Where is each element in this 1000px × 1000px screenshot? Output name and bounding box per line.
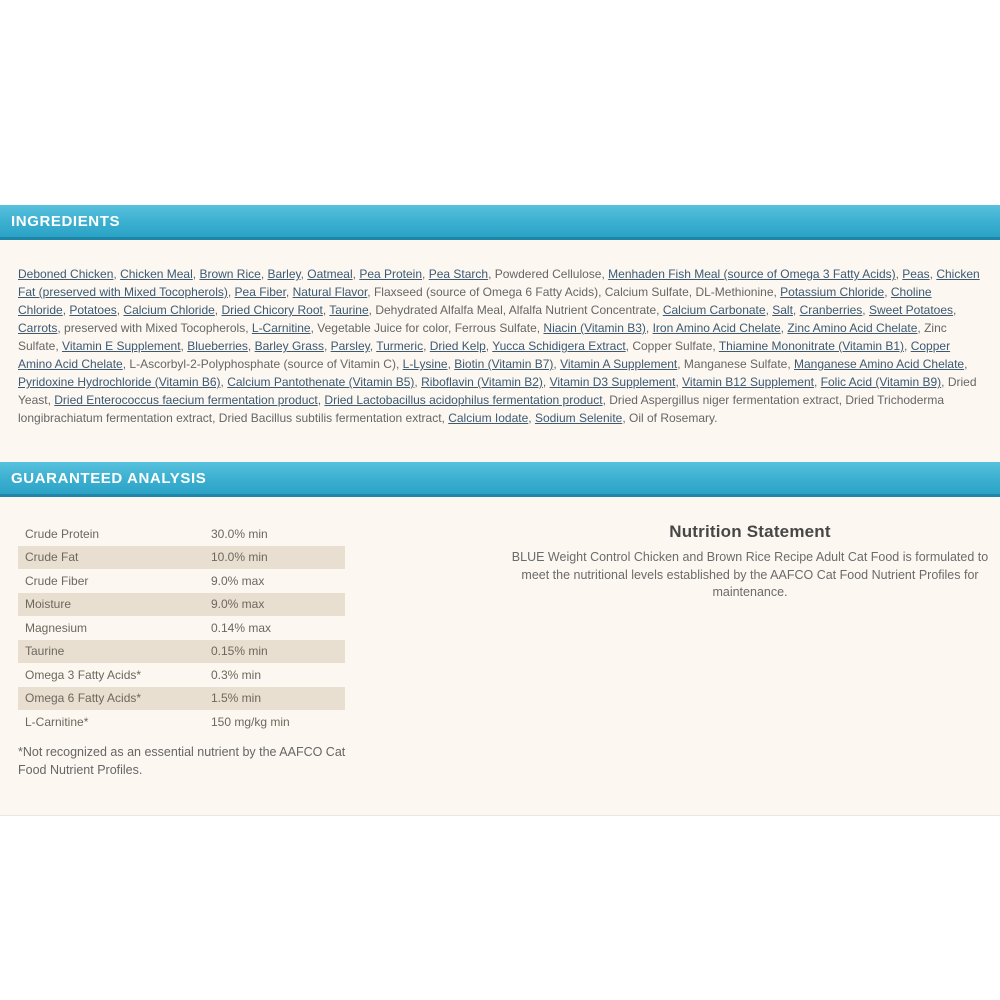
ingredient-link[interactable]: Manganese Amino Acid Chelate <box>794 357 965 371</box>
ingredient-link[interactable]: Vitamin D3 Supplement <box>549 375 676 389</box>
ingredient-link[interactable]: Zinc Amino Acid Chelate <box>787 321 918 335</box>
ingredient-separator: , <box>57 321 65 335</box>
ingredient-separator: , <box>212 411 219 425</box>
ingredient-separator: , <box>688 285 696 299</box>
ingredient-separator: , <box>395 357 403 371</box>
nutrient-value: 9.0% max <box>211 597 265 612</box>
ingredient-separator: , <box>712 339 719 353</box>
ingredient-separator: , <box>528 411 535 425</box>
ingredient-separator: , <box>448 321 455 335</box>
ingredient-separator: , <box>677 357 684 371</box>
ingredient-separator: , <box>116 303 124 317</box>
ingredient-link[interactable]: Copper Amino Acid Chelate <box>18 339 951 371</box>
ingredient-link[interactable]: Potatoes <box>69 303 117 317</box>
ingredient-separator: , <box>941 375 948 389</box>
ingredient-link[interactable]: Barley Grass <box>254 339 324 353</box>
ingredient-separator: , <box>656 303 663 317</box>
nutrition-statement-column <box>510 522 990 602</box>
ingredient-separator: , <box>447 357 455 371</box>
ingredient-text: Calcium Sulfate <box>604 285 689 299</box>
ingredient-link[interactable]: Dried Enterococcus faecium fermentation product <box>54 393 318 407</box>
ingredient-text: Dried Yeast <box>18 375 977 407</box>
ingredient-separator: , <box>488 267 495 281</box>
ingredient-link[interactable]: Folic Acid (Vitamin B9) <box>820 375 942 389</box>
ingredient-link[interactable]: Vitamin A Supplement <box>560 357 678 371</box>
ingredient-separator: , <box>192 267 200 281</box>
ingredient-separator: , <box>310 321 318 335</box>
ingredient-text: Alfalfa Nutrient Concentrate <box>508 303 657 317</box>
ingredient-link[interactable]: Calcium Pantothenate (Vitamin B5) <box>227 375 415 389</box>
ingredient-link[interactable]: Choline Chloride <box>18 285 932 317</box>
ingredient-text: Dried Trichoderma longibrachiatum fermentation extract <box>18 393 945 425</box>
table-row <box>18 546 345 570</box>
ingredient-link[interactable]: L-Carnitine <box>251 321 311 335</box>
ingredient-separator: , <box>423 339 430 353</box>
table-row <box>18 663 345 687</box>
ingredient-text: Dried Bacillus subtilis fermentation extract <box>218 411 442 425</box>
ingredient-link[interactable]: Natural Flavor <box>292 285 368 299</box>
ingredient-link[interactable]: Turmeric <box>376 339 424 353</box>
ingredient-separator: , <box>122 357 130 371</box>
ingredient-text: Dried Aspergillus niger fermentation extract <box>609 393 839 407</box>
nutrient-label: L-Carnitine* <box>25 714 89 729</box>
table-row <box>18 569 345 593</box>
nutrient-value: 150 mg/kg min <box>211 714 290 729</box>
nutrient-value: 9.0% max <box>211 573 265 588</box>
ingredient-link[interactable]: Barley <box>267 267 301 281</box>
ingredient-link[interactable]: Parsley <box>330 339 370 353</box>
ingredient-separator: , <box>352 267 360 281</box>
guaranteed-analysis-table <box>18 522 345 734</box>
ingredient-link[interactable]: Thiamine Mononitrate (Vitamin B1) <box>718 339 905 353</box>
ingredient-link[interactable]: Peas <box>902 267 930 281</box>
ingredient-separator: , <box>553 357 561 371</box>
ingredient-separator: , <box>645 321 653 335</box>
guaranteed-analysis-section-header <box>0 462 1000 497</box>
ingredient-separator: , <box>260 267 268 281</box>
ingredient-separator: , <box>904 339 911 353</box>
ingredient-link[interactable]: Brown Rice <box>199 267 261 281</box>
ingredient-link[interactable]: Niacin (Vitamin B3) <box>543 321 646 335</box>
ingredient-link[interactable]: Yucca Schidigera Extract <box>492 339 626 353</box>
ingredient-separator: , <box>55 339 63 353</box>
guaranteed-analysis-column <box>18 522 363 779</box>
guaranteed-analysis-section-title: GUARANTEED ANALYSIS <box>11 469 207 487</box>
nutrient-value: 30.0% min <box>211 526 268 541</box>
ingredient-link[interactable]: Dried Lactobacillus acidophilus fermentation product <box>324 393 603 407</box>
ingredient-link[interactable]: Dried Chicory Root <box>221 303 323 317</box>
nutrient-label: Crude Protein <box>25 526 100 541</box>
ingredient-separator: , <box>765 303 773 317</box>
nutrient-label: Moisture <box>25 597 72 612</box>
ingredient-separator: , <box>368 303 376 317</box>
ingredient-link[interactable]: Pea Fiber <box>234 285 286 299</box>
ingredient-separator: , <box>485 339 493 353</box>
ingredient-link[interactable]: Cranberries <box>799 303 863 317</box>
ingredient-separator: , <box>780 321 788 335</box>
ingredient-link[interactable]: Calcium Chloride <box>123 303 215 317</box>
ingredient-separator: , <box>367 285 374 299</box>
ingredient-separator: , <box>227 285 235 299</box>
ingredient-separator: , <box>953 303 957 317</box>
ingredient-separator: , <box>322 303 330 317</box>
table-row <box>18 710 345 734</box>
ingredient-separator: , <box>245 321 252 335</box>
ingredient-text: Oil of Rosemary <box>629 411 715 425</box>
guaranteed-analysis-footnote: *Not recognized as an essential nutrient by the AAFCO Cat Food Nutrient Profiles. <box>18 744 346 777</box>
nutrient-label: Taurine <box>25 644 65 659</box>
table-row <box>18 522 345 546</box>
nutrient-label: Magnesium <box>25 620 88 635</box>
ingredient-separator: , <box>441 411 449 425</box>
ingredient-separator: , <box>625 339 633 353</box>
ingredient-separator: , <box>369 339 377 353</box>
ingredient-text: Dehydrated Alfalfa Meal <box>375 303 503 317</box>
ingredient-separator: , <box>47 393 55 407</box>
ingredient-separator: , <box>113 267 121 281</box>
table-row <box>18 616 345 640</box>
ingredient-separator: , <box>422 267 429 281</box>
product-info-sections <box>0 205 1000 816</box>
table-row <box>18 640 345 664</box>
ingredient-separator: , <box>838 393 846 407</box>
ingredient-link[interactable]: L-Lysine <box>402 357 448 371</box>
nutrient-label: Crude Fiber <box>25 573 89 588</box>
nutrient-label: Omega 3 Fatty Acids* <box>25 667 142 682</box>
ingredient-text: preserved with Mixed Tocopherols <box>64 321 246 335</box>
ingredient-separator: , <box>317 393 325 407</box>
ingredient-link[interactable]: Potassium Chloride <box>780 285 885 299</box>
ingredient-separator: , <box>884 285 891 299</box>
nutrient-label: Crude Fat <box>25 550 79 565</box>
ingredient-separator: , <box>602 393 610 407</box>
ingredient-link[interactable]: Pea Protein <box>359 267 423 281</box>
ingredient-separator: , <box>964 357 968 371</box>
ingredient-separator: , <box>536 321 544 335</box>
ingredient-text: L-Ascorbyl-2-Polyphosphate (source of Vitamin C) <box>129 357 396 371</box>
nutrient-label: Omega 6 Fatty Acids* <box>25 691 142 706</box>
ingredient-link[interactable]: Vitamin E Supplement <box>62 339 181 353</box>
ingredient-separator: , <box>285 285 293 299</box>
ingredient-separator: . <box>714 411 718 425</box>
ingredient-separator: , <box>542 375 550 389</box>
ingredient-link[interactable]: Biotin (Vitamin B7) <box>454 357 554 371</box>
ingredient-separator: , <box>62 303 70 317</box>
nutrient-value: 10.0% min <box>211 550 268 565</box>
nutrition-statement-heading: Nutrition Statement <box>669 522 831 541</box>
ingredient-separator: , <box>792 303 800 317</box>
ingredient-text: DL-Methionine <box>695 285 774 299</box>
ingredient-separator: , <box>300 267 308 281</box>
ingredient-link[interactable]: Deboned Chicken <box>18 267 114 281</box>
ingredients-section-body <box>0 240 1000 462</box>
ingredient-text: Ferrous Sulfate <box>454 321 537 335</box>
ingredient-separator: , <box>601 267 609 281</box>
ingredient-separator: , <box>323 339 331 353</box>
ingredient-separator: , <box>622 411 629 425</box>
ingredient-text: Flaxseed (source of Omega 6 Fatty Acids) <box>373 285 599 299</box>
ingredient-separator: , <box>675 375 683 389</box>
ingredient-separator: , <box>414 375 422 389</box>
ingredient-link[interactable]: Oatmeal <box>307 267 353 281</box>
ingredient-link[interactable]: Menhaden Fish Meal (source of Omega 3 Fatty Acids) <box>608 267 896 281</box>
ingredient-link[interactable]: Taurine <box>329 303 369 317</box>
ingredient-separator: , <box>862 303 869 317</box>
ingredient-link[interactable]: Iron Amino Acid Chelate <box>652 321 781 335</box>
ingredients-section-header <box>0 205 1000 240</box>
nutrient-value: 0.3% min <box>211 667 262 682</box>
ingredient-text: Zinc Sulfate <box>18 321 947 353</box>
ingredient-link[interactable]: Sweet Potatoes <box>868 303 954 317</box>
ingredient-link[interactable]: Riboflavin (Vitamin B2) <box>421 375 543 389</box>
ingredient-separator: , <box>247 339 255 353</box>
ingredient-separator: , <box>813 375 821 389</box>
ingredient-text: Vegetable Juice for color <box>317 321 449 335</box>
ingredient-text: Manganese Sulfate <box>683 357 788 371</box>
table-row <box>18 593 345 617</box>
ingredient-separator: , <box>180 339 188 353</box>
ingredient-link[interactable]: Vitamin B12 Supplement <box>682 375 814 389</box>
ingredient-link[interactable]: Calcium Carbonate <box>662 303 766 317</box>
nutrient-value: 0.15% min <box>211 644 268 659</box>
ingredient-separator: , <box>214 303 222 317</box>
table-row <box>18 687 345 711</box>
ingredient-separator: , <box>917 321 925 335</box>
ingredient-link[interactable]: Chicken Meal <box>120 267 193 281</box>
ingredient-separator: , <box>598 285 605 299</box>
nutrient-value: 0.14% max <box>211 620 272 635</box>
ingredient-link[interactable]: Pyridoxine Hydrochloride (Vitamin B6) <box>18 375 221 389</box>
ingredient-separator: , <box>502 303 509 317</box>
ingredient-link[interactable]: Dried Kelp <box>429 339 486 353</box>
ingredient-separator: , <box>220 375 228 389</box>
ingredient-separator: , <box>895 267 903 281</box>
ingredient-text: Powdered Cellulose <box>494 267 602 281</box>
ingredient-link[interactable]: Chicken Fat (preserved with Mixed Tocopherols) <box>18 267 980 299</box>
ingredient-link[interactable]: Blueberries <box>187 339 248 353</box>
ingredients-section-title: INGREDIENTS <box>11 212 121 230</box>
ingredient-separator: , <box>929 267 937 281</box>
ingredient-separator: , <box>773 285 781 299</box>
ingredient-link[interactable]: Sodium Selenite <box>534 411 623 425</box>
ingredient-link[interactable]: Carrots <box>18 321 58 335</box>
ingredient-link[interactable]: Pea Starch <box>428 267 489 281</box>
ingredient-link[interactable]: Salt <box>772 303 793 317</box>
guaranteed-analysis-section-body <box>0 497 1000 816</box>
ingredient-text: Copper Sulfate <box>632 339 713 353</box>
ingredient-link[interactable]: Calcium Iodate <box>448 411 529 425</box>
ingredient-separator: , <box>787 357 794 371</box>
ingredients-text <box>18 265 982 427</box>
nutrition-statement-text: BLUE Weight Control Chicken and Brown Rice Recipe Adult Cat Food is formulated to meet the nutritional levels established by the AAFCO Cat Food Nutrient Profiles for maintenance. <box>511 550 989 599</box>
nutrient-value: 1.5% min <box>211 691 262 706</box>
